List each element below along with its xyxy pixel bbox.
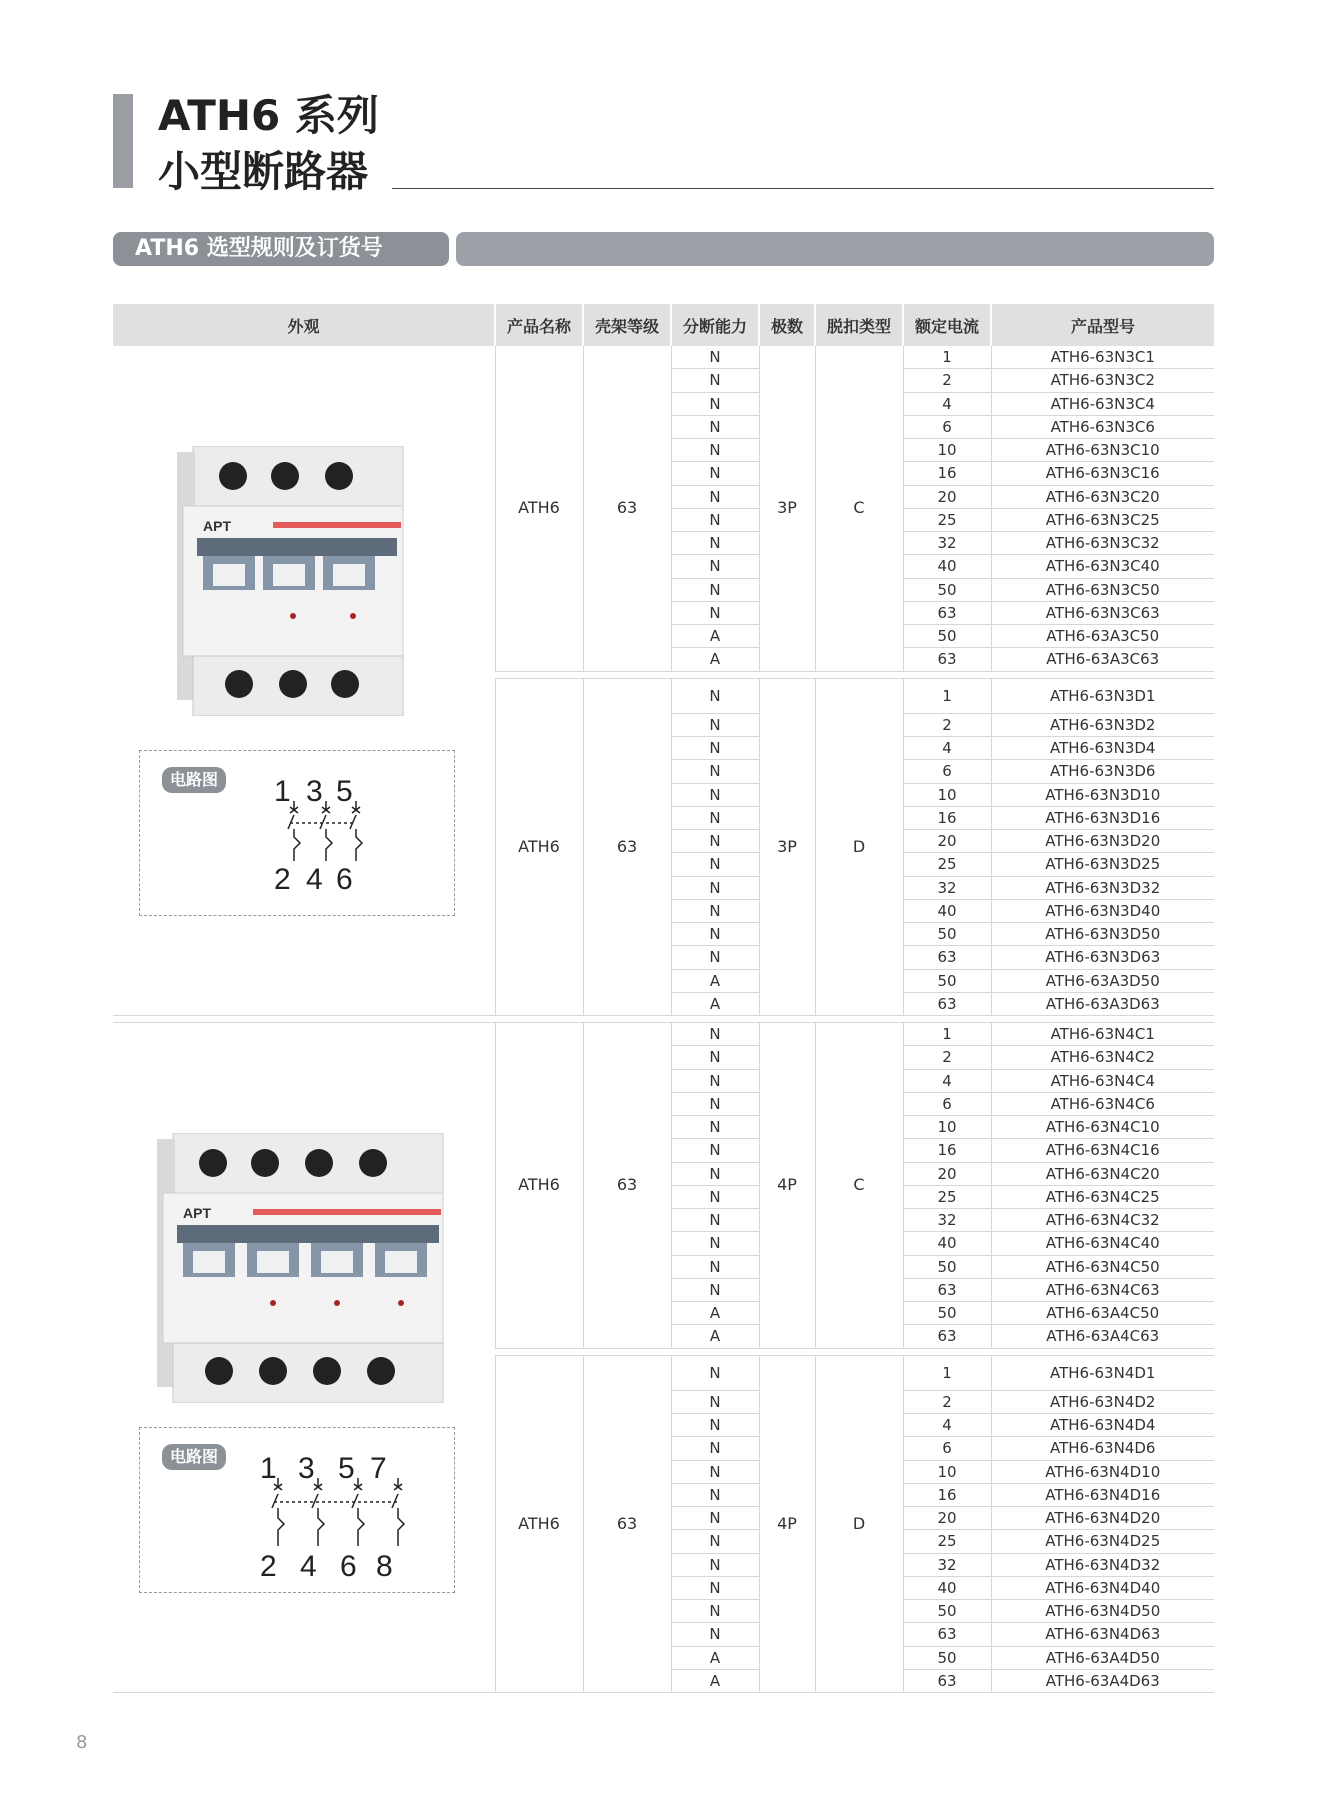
- rated-current-cell: 25: [903, 853, 991, 876]
- model-number-cell: ATH6-63N3C6: [991, 415, 1214, 438]
- model-number-cell: ATH6-63N3D20: [991, 830, 1214, 853]
- rated-current-cell: 50: [903, 1302, 991, 1325]
- rated-current-cell: 16: [903, 1483, 991, 1506]
- breaking-capacity-cell: N: [671, 1507, 759, 1530]
- model-number-cell: ATH6-63N4C10: [991, 1116, 1214, 1139]
- model-number-cell: ATH6-63N4D2: [991, 1390, 1214, 1413]
- breaking-capacity-cell: N: [671, 1116, 759, 1139]
- poles-cell: 3P: [759, 346, 815, 671]
- rated-current-cell: 1: [903, 1355, 991, 1390]
- model-number-cell: ATH6-63N3C20: [991, 485, 1214, 508]
- section-heading-bar: [456, 232, 1214, 266]
- col-breaking-capacity: 分断能力: [671, 304, 759, 346]
- poles-cell: 4P: [759, 1355, 815, 1693]
- breaking-capacity-cell: N: [671, 578, 759, 601]
- rated-current-cell: 50: [903, 1255, 991, 1278]
- circuit-4p-symbol: [258, 1442, 418, 1582]
- breaker-4p-image: [153, 1133, 453, 1403]
- gap-cell: [113, 1016, 1214, 1023]
- breaking-capacity-cell: A: [671, 969, 759, 992]
- rated-current-cell: 40: [903, 555, 991, 578]
- breaking-capacity-cell: A: [671, 1646, 759, 1669]
- rated-current-cell: 16: [903, 1139, 991, 1162]
- rated-current-cell: 4: [903, 737, 991, 760]
- rated-current-cell: 63: [903, 1669, 991, 1692]
- product-name-cell: ATH6: [495, 346, 583, 671]
- rated-current-cell: 32: [903, 1553, 991, 1576]
- rated-current-cell: 63: [903, 601, 991, 624]
- rated-current-cell: 10: [903, 439, 991, 462]
- model-number-cell: ATH6-63N3C4: [991, 392, 1214, 415]
- breaking-capacity-cell: N: [671, 601, 759, 624]
- breaking-capacity-cell: N: [671, 713, 759, 736]
- breaking-capacity-cell: N: [671, 737, 759, 760]
- rated-current-cell: 63: [903, 648, 991, 671]
- model-number-cell: ATH6-63A3C50: [991, 625, 1214, 648]
- breaking-capacity-cell: N: [671, 555, 759, 578]
- svg-text:4: 4: [306, 863, 323, 895]
- product-name-cell: ATH6: [495, 1355, 583, 1693]
- breaking-capacity-cell: N: [671, 392, 759, 415]
- model-number-cell: ATH6-63A4C50: [991, 1302, 1214, 1325]
- model-number-cell: ATH6-63N4C25: [991, 1185, 1214, 1208]
- breaking-capacity-cell: A: [671, 1325, 759, 1348]
- rated-current-cell: 50: [903, 578, 991, 601]
- breaking-capacity-cell: N: [671, 830, 759, 853]
- breaking-capacity-cell: N: [671, 346, 759, 369]
- breaking-capacity-cell: N: [671, 1232, 759, 1255]
- rated-current-cell: 25: [903, 508, 991, 531]
- page-number: 8: [76, 1732, 88, 1753]
- model-number-cell: ATH6-63A4D50: [991, 1646, 1214, 1669]
- breaker-brand: APT: [203, 518, 231, 534]
- rated-current-cell: 1: [903, 678, 991, 713]
- breaking-capacity-cell: N: [671, 946, 759, 969]
- svg-text:3: 3: [298, 1452, 315, 1485]
- model-number-cell: ATH6-63N4C1: [991, 1023, 1214, 1046]
- rated-current-cell: 2: [903, 1390, 991, 1413]
- model-number-cell: ATH6-63N3D40: [991, 899, 1214, 922]
- svg-text:4: 4: [300, 1550, 317, 1582]
- breaking-capacity-cell: N: [671, 806, 759, 829]
- circuit-label: 电路图: [162, 767, 226, 793]
- breaking-capacity-cell: N: [671, 1355, 759, 1390]
- circuit-label: 电路图: [162, 1444, 226, 1470]
- breaking-capacity-cell: N: [671, 899, 759, 922]
- model-number-cell: ATH6-63N3D16: [991, 806, 1214, 829]
- model-number-cell: ATH6-63N3C32: [991, 532, 1214, 555]
- trip-type-cell: C: [815, 346, 903, 671]
- breaking-capacity-cell: N: [671, 508, 759, 531]
- rated-current-cell: 10: [903, 783, 991, 806]
- rated-current-cell: 32: [903, 1209, 991, 1232]
- model-number-cell: ATH6-63N3C50: [991, 578, 1214, 601]
- rated-current-cell: 2: [903, 369, 991, 392]
- model-number-cell: ATH6-63N3D32: [991, 876, 1214, 899]
- breaking-capacity-cell: N: [671, 1046, 759, 1069]
- breaking-capacity-cell: N: [671, 1530, 759, 1553]
- rated-current-cell: 2: [903, 1046, 991, 1069]
- breaking-capacity-cell: N: [671, 1460, 759, 1483]
- model-number-cell: ATH6-63N4D6: [991, 1437, 1214, 1460]
- model-number-cell: ATH6-63N3C25: [991, 508, 1214, 531]
- model-number-cell: ATH6-63N3D6: [991, 760, 1214, 783]
- poles-cell: 4P: [759, 1023, 815, 1349]
- section-gap: [113, 1016, 1214, 1023]
- col-model-number: 产品型号: [991, 304, 1214, 346]
- breaking-capacity-cell: A: [671, 992, 759, 1015]
- breaking-capacity-cell: N: [671, 415, 759, 438]
- breaker-brand: APT: [183, 1205, 211, 1221]
- model-number-cell: ATH6-63N3D1: [991, 678, 1214, 713]
- col-frame-rating: 壳架等级: [583, 304, 671, 346]
- rated-current-cell: 40: [903, 899, 991, 922]
- rated-current-cell: 63: [903, 1325, 991, 1348]
- rated-current-cell: 16: [903, 806, 991, 829]
- rated-current-cell: 32: [903, 532, 991, 555]
- svg-text:1: 1: [260, 1452, 277, 1485]
- gap-cell: [495, 1348, 1214, 1355]
- appearance-3p: [113, 346, 495, 1015]
- rated-current-cell: 40: [903, 1232, 991, 1255]
- frame-rating-cell: 63: [583, 1023, 671, 1349]
- model-number-cell: ATH6-63N3D25: [991, 853, 1214, 876]
- circuit-diagram-3p: [139, 750, 455, 916]
- title-underline: [392, 188, 1214, 189]
- selection-table: [113, 304, 1214, 1693]
- svg-text:5: 5: [338, 1452, 355, 1485]
- model-number-cell: ATH6-63A3D50: [991, 969, 1214, 992]
- frame-rating-cell: 63: [583, 346, 671, 671]
- breaking-capacity-cell: N: [671, 1278, 759, 1301]
- frame-rating-cell: 63: [583, 1355, 671, 1693]
- trip-type-cell: D: [815, 1355, 903, 1693]
- breaking-capacity-cell: N: [671, 678, 759, 713]
- breaking-capacity-cell: N: [671, 1092, 759, 1115]
- model-number-cell: ATH6-63N3C16: [991, 462, 1214, 485]
- model-number-cell: ATH6-63N4D4: [991, 1414, 1214, 1437]
- model-number-cell: ATH6-63A4D63: [991, 1669, 1214, 1692]
- rated-current-cell: 25: [903, 1530, 991, 1553]
- rated-current-cell: 63: [903, 1623, 991, 1646]
- rated-current-cell: 50: [903, 1646, 991, 1669]
- model-number-cell: ATH6-63A3D63: [991, 992, 1214, 1015]
- rated-current-cell: 4: [903, 1414, 991, 1437]
- model-number-cell: ATH6-63N3D50: [991, 923, 1214, 946]
- title-line-1: ATH6 系列: [158, 91, 379, 140]
- model-number-cell: ATH6-63N3C40: [991, 555, 1214, 578]
- model-number-cell: ATH6-63N4C63: [991, 1278, 1214, 1301]
- table-row: [113, 1023, 1214, 1046]
- rated-current-cell: 25: [903, 1185, 991, 1208]
- rated-current-cell: 50: [903, 923, 991, 946]
- model-number-cell: ATH6-63N4C4: [991, 1069, 1214, 1092]
- breaking-capacity-cell: A: [671, 625, 759, 648]
- breaking-capacity-cell: N: [671, 462, 759, 485]
- breaking-capacity-cell: N: [671, 1414, 759, 1437]
- frame-rating-cell: 63: [583, 678, 671, 1016]
- rated-current-cell: 20: [903, 1162, 991, 1185]
- breaking-capacity-cell: N: [671, 1623, 759, 1646]
- svg-text:1: 1: [274, 775, 291, 808]
- rated-current-cell: 6: [903, 415, 991, 438]
- breaking-capacity-cell: N: [671, 783, 759, 806]
- rated-current-cell: 40: [903, 1576, 991, 1599]
- breaking-capacity-cell: N: [671, 532, 759, 555]
- model-number-cell: ATH6-63N4D32: [991, 1553, 1214, 1576]
- rated-current-cell: 6: [903, 1437, 991, 1460]
- rated-current-cell: 10: [903, 1460, 991, 1483]
- svg-text:3: 3: [306, 775, 323, 808]
- model-number-cell: ATH6-63N4C16: [991, 1139, 1214, 1162]
- rated-current-cell: 63: [903, 1278, 991, 1301]
- breaking-capacity-cell: N: [671, 485, 759, 508]
- rated-current-cell: 20: [903, 830, 991, 853]
- model-number-cell: ATH6-63N4D25: [991, 1530, 1214, 1553]
- breaking-capacity-cell: N: [671, 1483, 759, 1506]
- model-number-cell: ATH6-63N3C1: [991, 346, 1214, 369]
- svg-text:2: 2: [274, 863, 291, 895]
- model-number-cell: ATH6-63N3C2: [991, 369, 1214, 392]
- model-number-cell: ATH6-63A3C63: [991, 648, 1214, 671]
- model-number-cell: ATH6-63N4D20: [991, 1507, 1214, 1530]
- model-number-cell: ATH6-63A4C63: [991, 1325, 1214, 1348]
- breaking-capacity-cell: N: [671, 1576, 759, 1599]
- table-header-row: [113, 304, 1214, 346]
- appearance-cell: [113, 346, 495, 1016]
- rated-current-cell: 63: [903, 992, 991, 1015]
- model-number-cell: ATH6-63N4C2: [991, 1046, 1214, 1069]
- table-row: [113, 346, 1214, 369]
- breaking-capacity-cell: N: [671, 853, 759, 876]
- model-number-cell: ATH6-63N4D63: [991, 1623, 1214, 1646]
- gap-cell: [495, 671, 1214, 678]
- svg-text:6: 6: [336, 863, 353, 895]
- rated-current-cell: 63: [903, 946, 991, 969]
- breaking-capacity-cell: N: [671, 1255, 759, 1278]
- model-number-cell: ATH6-63N4D10: [991, 1460, 1214, 1483]
- svg-text:5: 5: [336, 775, 353, 808]
- breaking-capacity-cell: N: [671, 1209, 759, 1232]
- trip-type-cell: D: [815, 678, 903, 1016]
- rated-current-cell: 6: [903, 760, 991, 783]
- rated-current-cell: 20: [903, 1507, 991, 1530]
- model-number-cell: ATH6-63N4D40: [991, 1576, 1214, 1599]
- col-product-name: 产品名称: [495, 304, 583, 346]
- product-name-cell: ATH6: [495, 678, 583, 1016]
- breaking-capacity-cell: N: [671, 369, 759, 392]
- appearance-4p: [113, 1023, 495, 1692]
- model-number-cell: ATH6-63N4C20: [991, 1162, 1214, 1185]
- model-number-cell: ATH6-63N3D63: [991, 946, 1214, 969]
- rated-current-cell: 16: [903, 462, 991, 485]
- rated-current-cell: 50: [903, 625, 991, 648]
- rated-current-cell: 6: [903, 1092, 991, 1115]
- breaking-capacity-cell: N: [671, 439, 759, 462]
- svg-text:2: 2: [260, 1550, 277, 1582]
- model-number-cell: ATH6-63N4D1: [991, 1355, 1214, 1390]
- col-appearance: 外观: [113, 304, 495, 346]
- rated-current-cell: 20: [903, 485, 991, 508]
- model-number-cell: ATH6-63N4C6: [991, 1092, 1214, 1115]
- model-number-cell: ATH6-63N3D2: [991, 713, 1214, 736]
- rated-current-cell: 50: [903, 1600, 991, 1623]
- breaking-capacity-cell: N: [671, 1162, 759, 1185]
- appearance-cell: [113, 1023, 495, 1693]
- breaking-capacity-cell: A: [671, 1669, 759, 1692]
- model-number-cell: ATH6-63N3C63: [991, 601, 1214, 624]
- section-heading: ATH6 选型规则及订货号: [113, 232, 449, 266]
- rated-current-cell: 10: [903, 1116, 991, 1139]
- trip-type-cell: C: [815, 1023, 903, 1349]
- col-trip-type: 脱扣类型: [815, 304, 903, 346]
- circuit-3p-symbol: [270, 765, 390, 895]
- breaking-capacity-cell: N: [671, 1390, 759, 1413]
- breaking-capacity-cell: N: [671, 1185, 759, 1208]
- rated-current-cell: 50: [903, 969, 991, 992]
- model-number-cell: ATH6-63N4C32: [991, 1209, 1214, 1232]
- breaking-capacity-cell: A: [671, 648, 759, 671]
- rated-current-cell: 1: [903, 1023, 991, 1046]
- product-name-cell: ATH6: [495, 1023, 583, 1349]
- rated-current-cell: 2: [903, 713, 991, 736]
- model-number-cell: ATH6-63N3D4: [991, 737, 1214, 760]
- svg-text:6: 6: [340, 1550, 357, 1582]
- breaking-capacity-cell: N: [671, 923, 759, 946]
- col-rated-current: 额定电流: [903, 304, 991, 346]
- title-accent-bar: [113, 94, 133, 188]
- model-number-cell: ATH6-63N3C10: [991, 439, 1214, 462]
- model-number-cell: ATH6-63N4D16: [991, 1483, 1214, 1506]
- breaking-capacity-cell: A: [671, 1302, 759, 1325]
- model-number-cell: ATH6-63N3D10: [991, 783, 1214, 806]
- col-poles: 极数: [759, 304, 815, 346]
- model-number-cell: ATH6-63N4C40: [991, 1232, 1214, 1255]
- model-number-cell: ATH6-63N4C50: [991, 1255, 1214, 1278]
- page-title: [158, 88, 379, 200]
- breaking-capacity-cell: N: [671, 1437, 759, 1460]
- poles-cell: 3P: [759, 678, 815, 1016]
- title-line-2: 小型断路器: [158, 147, 369, 196]
- rated-current-cell: 4: [903, 392, 991, 415]
- svg-text:8: 8: [376, 1550, 393, 1582]
- rated-current-cell: 1: [903, 346, 991, 369]
- rated-current-cell: 4: [903, 1069, 991, 1092]
- circuit-diagram-4p: [139, 1427, 455, 1593]
- breaker-3p-image: [173, 446, 423, 716]
- breaking-capacity-cell: N: [671, 1553, 759, 1576]
- breaking-capacity-cell: N: [671, 1139, 759, 1162]
- model-number-cell: ATH6-63N4D50: [991, 1600, 1214, 1623]
- breaking-capacity-cell: N: [671, 1600, 759, 1623]
- breaking-capacity-cell: N: [671, 1023, 759, 1046]
- svg-text:7: 7: [370, 1452, 387, 1485]
- breaking-capacity-cell: N: [671, 760, 759, 783]
- breaking-capacity-cell: N: [671, 1069, 759, 1092]
- rated-current-cell: 32: [903, 876, 991, 899]
- breaking-capacity-cell: N: [671, 876, 759, 899]
